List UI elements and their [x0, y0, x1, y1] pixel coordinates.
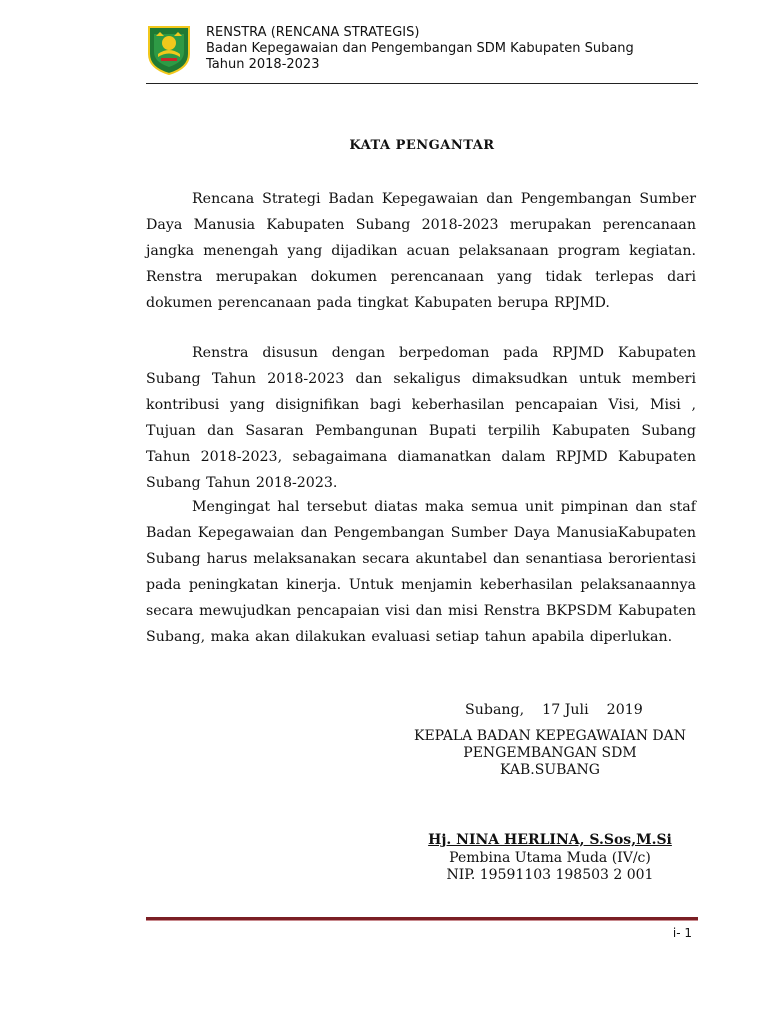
- signatory-position: [390, 728, 710, 779]
- signatory-rank: Pembina Utama Muda (IV/c): [449, 850, 651, 866]
- position-line-1: KEPALA BADAN KEPEGAWAIAN DAN: [414, 728, 686, 744]
- position-line-2: PENGEMBANGAN SDM: [463, 745, 637, 761]
- subang-regency-crest-icon: [146, 24, 192, 76]
- header-agency: Badan Kepegawaian dan Pengembangan SDM Kabupaten Subang: [206, 41, 634, 56]
- page-header: [146, 22, 698, 84]
- place-date: Subang, 17 Juli 2019: [465, 702, 643, 718]
- signatory-nip: NIP. 19591103 198503 2 001: [446, 867, 654, 883]
- position-line-3: KAB.SUBANG: [500, 762, 600, 778]
- header-divider: [146, 83, 698, 84]
- footer-divider: [146, 917, 698, 921]
- paragraph-2: Renstra disusun dengan berpedoman pada RPJMD Kabupaten Subang Tahun 2018-2023 dan sekaligus dimaksudkan untuk memberi kontribusi yang disignifikan bagi keberhasilan pencapaian Visi, Misi , Tujuan dan Sasaran Pembangunan Bupati terpilih Kabupaten Subang Tahun 2018-2023, sebagaimana diamanatkan dalam RPJMD Kabupaten Subang Tahun 2018-2023.: [146, 345, 696, 491]
- document-title: KATA PENGANTAR: [349, 138, 495, 153]
- header-title: RENSTRA (RENCANA STRATEGIS): [206, 25, 420, 40]
- paragraph-3: Mengingat hal tersebut diatas maka semua unit pimpinan dan staf Badan Kepegawaian dan Pengembangan Sumber Daya ManusiaKabupaten Subang harus melaksanakan secara akuntabel dan senantiasa berorientasi pada peningkatan kinerja. Untuk menjamin keberhasilan pelaksanaannya secara mewujudkan pencapaian visi dan misi Renstra BKPSDM Kabupaten Subang, maka akan dilakukan evaluasi setiap tahun apabila diperlukan.: [146, 499, 696, 645]
- paragraph-1: Rencana Strategi Badan Kepegawaian dan Pengembangan Sumber Daya Manusia Kabupaten Subang 2018-2023 merupakan perencanaan jangka menengah yang dijadikan acuan pelaksanaan program kegiatan. Renstra merupakan dokumen perencanaan yang tidak terlepas dari dokumen perencanaan pada tingkat Kabupaten berupa RPJMD.: [146, 191, 696, 311]
- header-period: Tahun 2018-2023: [206, 57, 320, 72]
- header-text: [206, 25, 634, 73]
- page-number: i- 1: [672, 926, 692, 940]
- signatory-name: Hj. NINA HERLINA, S.Sos,M.Si: [428, 832, 672, 848]
